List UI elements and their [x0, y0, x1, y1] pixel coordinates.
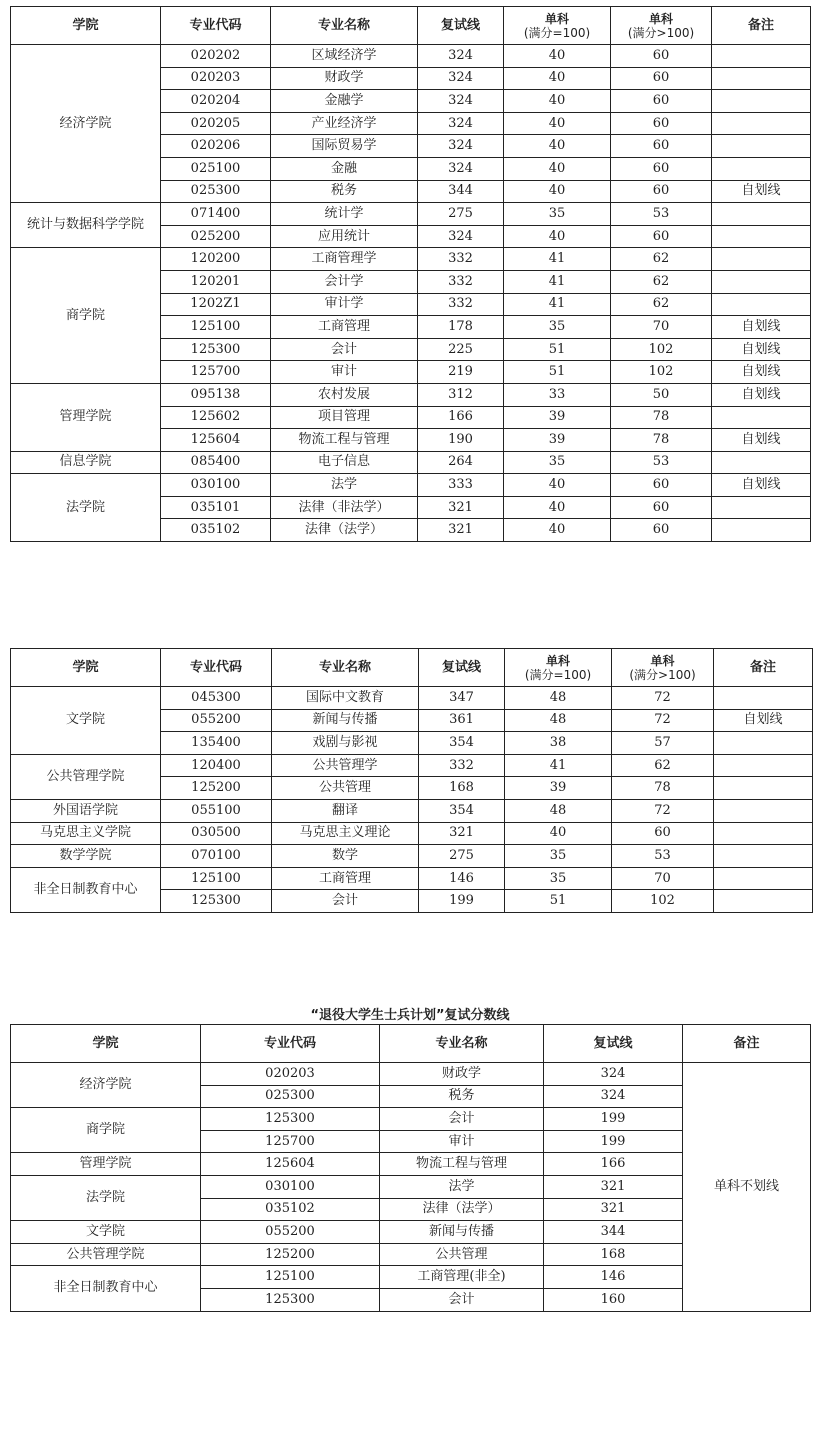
table-cell: 工商管理学 — [271, 248, 418, 271]
table-cell: 275 — [419, 845, 505, 868]
header-retest-line: 复试线 — [418, 7, 504, 45]
table-cell: 190 — [418, 429, 504, 452]
table-cell: 金融 — [271, 157, 418, 180]
table-cell: 审计学 — [271, 293, 418, 316]
table-cell: 62 — [611, 270, 712, 293]
table-cell: 60 — [611, 474, 712, 497]
table-cell: 51 — [504, 338, 611, 361]
table-cell: 020206 — [161, 135, 271, 158]
table-cell: 60 — [611, 157, 712, 180]
table-row — [11, 474, 811, 497]
table-cell: 60 — [612, 822, 714, 845]
header-code: 专业代码 — [161, 7, 271, 45]
header-retest-line: 复试线 — [544, 1025, 683, 1063]
table-cell — [714, 845, 813, 868]
table-cell: 35 — [504, 203, 611, 226]
table-cell: 125300 — [201, 1108, 380, 1131]
table-cell: 125602 — [161, 406, 271, 429]
table-cell: 40 — [504, 67, 611, 90]
table-row — [11, 383, 811, 406]
table-cell: 60 — [611, 519, 712, 542]
table-cell: 工商管理 — [271, 316, 418, 339]
table-cell: 国际贸易学 — [271, 135, 418, 158]
college-cell: 数学学院 — [11, 845, 161, 868]
table-cell: 025100 — [161, 157, 271, 180]
header-college: 学院 — [11, 649, 161, 687]
table-cell: 166 — [418, 406, 504, 429]
table-cell: 62 — [612, 754, 714, 777]
table-cell: 199 — [544, 1130, 683, 1153]
college-cell: 法学院 — [11, 474, 161, 542]
header-single-100: 单科 (满分=100) — [505, 649, 612, 687]
table-cell: 1202Z1 — [161, 293, 271, 316]
table-cell: 自划线 — [714, 709, 813, 732]
table-cell: 344 — [544, 1221, 683, 1244]
table-cell: 国际中文教育 — [272, 687, 419, 710]
table-cell: 数学 — [272, 845, 419, 868]
table-cell: 168 — [544, 1243, 683, 1266]
table-cell: 60 — [611, 180, 712, 203]
table-cell: 会计 — [380, 1108, 544, 1131]
table-cell: 178 — [418, 316, 504, 339]
college-cell: 经济学院 — [11, 1063, 201, 1108]
college-cell: 管理学院 — [11, 383, 161, 451]
table-cell: 324 — [544, 1063, 683, 1086]
table-cell: 35 — [504, 316, 611, 339]
table-cell: 275 — [418, 203, 504, 226]
college-cell: 外国语学院 — [11, 799, 161, 822]
table-row — [11, 754, 813, 777]
table-cell: 税务 — [271, 180, 418, 203]
table-cell: 125200 — [201, 1243, 380, 1266]
table-cell: 审计 — [380, 1130, 544, 1153]
header-retest-line: 复试线 — [419, 649, 505, 687]
table-cell: 审计 — [271, 361, 418, 384]
table-cell — [714, 754, 813, 777]
table-cell: 新闻与传播 — [272, 709, 419, 732]
table-cell: 公共管理 — [380, 1243, 544, 1266]
table-cell: 60 — [611, 45, 712, 68]
table-cell: 70 — [611, 316, 712, 339]
table-row — [11, 451, 811, 474]
table-cell: 51 — [504, 361, 611, 384]
college-cell: 统计与数据科学学院 — [11, 203, 161, 248]
table-cell: 法学 — [271, 474, 418, 497]
table-row — [11, 822, 813, 845]
college-cell: 信息学院 — [11, 451, 161, 474]
table-cell: 自划线 — [712, 383, 811, 406]
table-cell: 324 — [418, 90, 504, 113]
table-cell: 法律（非法学） — [271, 496, 418, 519]
table-cell: 324 — [418, 157, 504, 180]
table-cell: 39 — [505, 777, 612, 800]
table-cell: 自划线 — [712, 338, 811, 361]
table-cell: 自划线 — [712, 361, 811, 384]
header-single-100: 单科 (满分=100) — [504, 7, 611, 45]
college-cell: 非全日制教育中心 — [11, 867, 161, 912]
table-cell: 166 — [544, 1153, 683, 1176]
table-cell: 321 — [418, 496, 504, 519]
table-cell: 168 — [419, 777, 505, 800]
table-cell: 39 — [504, 406, 611, 429]
table-cell: 公共管理学 — [272, 754, 419, 777]
header-remark: 备注 — [712, 7, 811, 45]
table-cell — [712, 270, 811, 293]
table-cell: 146 — [419, 867, 505, 890]
table-cell: 055200 — [201, 1221, 380, 1244]
college-cell: 文学院 — [11, 687, 161, 755]
table-cell: 030100 — [201, 1175, 380, 1198]
table-cell: 78 — [611, 429, 712, 452]
table-cell: 财政学 — [271, 67, 418, 90]
table-cell — [712, 451, 811, 474]
table-cell: 125604 — [161, 429, 271, 452]
table-cell — [712, 519, 811, 542]
table-cell: 会计 — [272, 890, 419, 913]
table-cell: 125200 — [161, 777, 272, 800]
table-cell: 马克思主义理论 — [272, 822, 419, 845]
table-cell: 35 — [505, 867, 612, 890]
table-row — [11, 687, 813, 710]
table-cell: 应用统计 — [271, 225, 418, 248]
table-row — [11, 203, 811, 226]
table-cell — [714, 777, 813, 800]
table-cell: 62 — [611, 248, 712, 271]
college-cell: 管理学院 — [11, 1153, 201, 1176]
table-cell: 321 — [419, 822, 505, 845]
table-cell: 344 — [418, 180, 504, 203]
table-cell: 电子信息 — [271, 451, 418, 474]
table-cell: 39 — [504, 429, 611, 452]
table-cell: 50 — [611, 383, 712, 406]
table-cell: 045300 — [161, 687, 272, 710]
table-cell: 102 — [612, 890, 714, 913]
table-cell: 53 — [612, 845, 714, 868]
table-cell: 030100 — [161, 474, 271, 497]
table-cell: 225 — [418, 338, 504, 361]
table-cell: 321 — [418, 519, 504, 542]
college-cell: 法学院 — [11, 1175, 201, 1220]
table-cell: 120400 — [161, 754, 272, 777]
college-cell: 商学院 — [11, 248, 161, 384]
table-cell — [712, 248, 811, 271]
table-cell — [712, 496, 811, 519]
table-cell: 60 — [611, 496, 712, 519]
table-cell: 40 — [504, 519, 611, 542]
header-major: 专业名称 — [380, 1025, 544, 1063]
table-body — [11, 1063, 811, 1312]
table-cell: 40 — [504, 496, 611, 519]
table-cell: 324 — [418, 112, 504, 135]
table-cell: 35 — [505, 845, 612, 868]
table-cell: 41 — [504, 270, 611, 293]
table-cell: 102 — [611, 361, 712, 384]
table-cell — [712, 45, 811, 68]
table-cell: 071400 — [161, 203, 271, 226]
table-cell: 53 — [611, 203, 712, 226]
table-cell: 324 — [418, 45, 504, 68]
table-cell: 070100 — [161, 845, 272, 868]
table-cell: 法律（法学） — [380, 1198, 544, 1221]
table-cell: 321 — [544, 1198, 683, 1221]
table-cell: 219 — [418, 361, 504, 384]
table-cell: 60 — [611, 67, 712, 90]
table-cell: 60 — [611, 225, 712, 248]
table-cell — [714, 867, 813, 890]
header-remark: 备注 — [714, 649, 813, 687]
table-cell: 公共管理 — [272, 777, 419, 800]
table-cell: 264 — [418, 451, 504, 474]
table-cell: 40 — [504, 135, 611, 158]
table-cell: 035102 — [201, 1198, 380, 1221]
table-cell: 自划线 — [712, 429, 811, 452]
table-cell: 48 — [505, 687, 612, 710]
table-row — [11, 845, 813, 868]
table-cell: 312 — [418, 383, 504, 406]
table-cell: 347 — [419, 687, 505, 710]
table-cell: 72 — [612, 709, 714, 732]
table-cell: 125700 — [201, 1130, 380, 1153]
table-cell: 333 — [418, 474, 504, 497]
table-cell: 324 — [418, 135, 504, 158]
table-cell: 40 — [504, 112, 611, 135]
table-cell — [712, 203, 811, 226]
table-cell: 物流工程与管理 — [380, 1153, 544, 1176]
table-cell: 40 — [504, 180, 611, 203]
table-body — [11, 687, 813, 913]
table-row — [11, 799, 813, 822]
college-cell: 公共管理学院 — [11, 1243, 201, 1266]
table-cell: 78 — [611, 406, 712, 429]
table-cell: 工商管理(非全) — [380, 1266, 544, 1289]
table-cell: 020203 — [201, 1063, 380, 1086]
table-cell: 125700 — [161, 361, 271, 384]
table-cell: 41 — [504, 293, 611, 316]
table-header-row — [11, 649, 813, 687]
table-cell: 35 — [504, 451, 611, 474]
table-cell: 60 — [611, 90, 712, 113]
table-cell: 72 — [612, 687, 714, 710]
table-row — [11, 1063, 811, 1086]
table-cell: 025300 — [161, 180, 271, 203]
table-cell: 035102 — [161, 519, 271, 542]
college-cell: 非全日制教育中心 — [11, 1266, 201, 1311]
table-cell: 361 — [419, 709, 505, 732]
table-cell: 统计学 — [271, 203, 418, 226]
table-cell: 020202 — [161, 45, 271, 68]
table-cell: 332 — [418, 248, 504, 271]
table-cell: 125100 — [201, 1266, 380, 1289]
table-cell: 020203 — [161, 67, 271, 90]
table-cell: 物流工程与管理 — [271, 429, 418, 452]
veteran-plan-title: “退役大学生士兵计划”复试分数线 — [310, 1008, 510, 1023]
table-cell: 60 — [611, 112, 712, 135]
table-cell — [712, 406, 811, 429]
table-cell: 新闻与传播 — [380, 1221, 544, 1244]
table-cell: 020205 — [161, 112, 271, 135]
table-cell: 324 — [418, 225, 504, 248]
header-college: 学院 — [11, 1025, 201, 1063]
table-cell: 324 — [544, 1085, 683, 1108]
table-cell: 125100 — [161, 316, 271, 339]
table-cell: 会计 — [271, 338, 418, 361]
table-cell: 72 — [612, 799, 714, 822]
table-row — [11, 867, 813, 890]
table-cell: 工商管理 — [272, 867, 419, 890]
header-college: 学院 — [11, 7, 161, 45]
table-cell: 自划线 — [712, 316, 811, 339]
table-cell: 40 — [504, 225, 611, 248]
table-cell — [714, 822, 813, 845]
table-cell: 085400 — [161, 451, 271, 474]
table-cell: 48 — [505, 799, 612, 822]
table-cell — [714, 732, 813, 755]
table-cell: 40 — [504, 45, 611, 68]
table-cell: 102 — [611, 338, 712, 361]
college-cell: 马克思主义学院 — [11, 822, 161, 845]
score-table-main — [10, 6, 811, 542]
table-cell: 125604 — [201, 1153, 380, 1176]
table-cell: 125100 — [161, 867, 272, 890]
table-cell: 法律（法学） — [271, 519, 418, 542]
table-cell: 055200 — [161, 709, 272, 732]
table-header-row — [11, 1025, 811, 1063]
header-major: 专业名称 — [272, 649, 419, 687]
table-cell: 025300 — [201, 1085, 380, 1108]
table-cell — [712, 157, 811, 180]
table-cell: 78 — [612, 777, 714, 800]
table-cell — [712, 135, 811, 158]
college-cell: 商学院 — [11, 1108, 201, 1153]
table-cell: 199 — [544, 1108, 683, 1131]
table-row — [11, 45, 811, 68]
table-cell: 146 — [544, 1266, 683, 1289]
table-cell: 翻译 — [272, 799, 419, 822]
table-cell: 法学 — [380, 1175, 544, 1198]
table-cell: 332 — [419, 754, 505, 777]
college-cell: 经济学院 — [11, 45, 161, 203]
table-cell: 354 — [419, 799, 505, 822]
header-code: 专业代码 — [161, 649, 272, 687]
header-single-over-100: 单科 (满分>100) — [611, 7, 712, 45]
college-cell: 文学院 — [11, 1221, 201, 1244]
header-remark: 备注 — [683, 1025, 811, 1063]
table-cell: 120201 — [161, 270, 271, 293]
table-cell: 税务 — [380, 1085, 544, 1108]
table-cell: 会计学 — [271, 270, 418, 293]
table-cell: 项目管理 — [271, 406, 418, 429]
table-row — [11, 248, 811, 271]
table-cell: 41 — [504, 248, 611, 271]
table-cell — [714, 890, 813, 913]
table-cell: 40 — [505, 822, 612, 845]
table-cell: 70 — [612, 867, 714, 890]
table-cell: 332 — [418, 270, 504, 293]
table-cell: 324 — [418, 67, 504, 90]
header-code: 专业代码 — [201, 1025, 380, 1063]
table-cell: 会计 — [380, 1288, 544, 1311]
table-cell: 40 — [504, 157, 611, 180]
table-cell — [714, 799, 813, 822]
table-cell — [712, 293, 811, 316]
table-cell: 41 — [505, 754, 612, 777]
table-body — [11, 45, 811, 542]
table-cell: 125300 — [201, 1288, 380, 1311]
table-cell: 60 — [611, 135, 712, 158]
remark-merged-cell: 单科不划线 — [683, 1063, 811, 1312]
table-cell: 40 — [504, 474, 611, 497]
table-cell — [712, 90, 811, 113]
table-cell: 095138 — [161, 383, 271, 406]
table-cell: 62 — [611, 293, 712, 316]
table-cell: 53 — [611, 451, 712, 474]
table-cell: 199 — [419, 890, 505, 913]
table-cell — [714, 687, 813, 710]
table-cell: 自划线 — [712, 474, 811, 497]
table-cell: 120200 — [161, 248, 271, 271]
table-cell: 025200 — [161, 225, 271, 248]
table-cell: 354 — [419, 732, 505, 755]
table-cell: 055100 — [161, 799, 272, 822]
table-cell: 财政学 — [380, 1063, 544, 1086]
score-table-veteran — [10, 1024, 811, 1312]
table-cell: 160 — [544, 1288, 683, 1311]
table-cell: 51 — [505, 890, 612, 913]
table-cell: 332 — [418, 293, 504, 316]
table-cell: 020204 — [161, 90, 271, 113]
table-cell: 030500 — [161, 822, 272, 845]
table-cell: 金融学 — [271, 90, 418, 113]
table-cell: 自划线 — [712, 180, 811, 203]
college-cell: 公共管理学院 — [11, 754, 161, 799]
table-cell: 125300 — [161, 890, 272, 913]
table-cell: 农村发展 — [271, 383, 418, 406]
table-cell — [712, 112, 811, 135]
table-cell: 38 — [505, 732, 612, 755]
table-cell: 区域经济学 — [271, 45, 418, 68]
table-cell — [712, 67, 811, 90]
table-cell: 产业经济学 — [271, 112, 418, 135]
score-table-secondary — [10, 648, 813, 913]
table-cell: 戏剧与影视 — [272, 732, 419, 755]
table-cell: 135400 — [161, 732, 272, 755]
table-cell: 125300 — [161, 338, 271, 361]
table-header-row — [11, 7, 811, 45]
table-cell: 48 — [505, 709, 612, 732]
table-cell: 57 — [612, 732, 714, 755]
table-cell: 40 — [504, 90, 611, 113]
table-cell: 33 — [504, 383, 611, 406]
table-cell — [712, 225, 811, 248]
header-single-over-100: 单科 (满分>100) — [612, 649, 714, 687]
table-cell: 321 — [544, 1175, 683, 1198]
table-cell: 035101 — [161, 496, 271, 519]
header-major: 专业名称 — [271, 7, 418, 45]
